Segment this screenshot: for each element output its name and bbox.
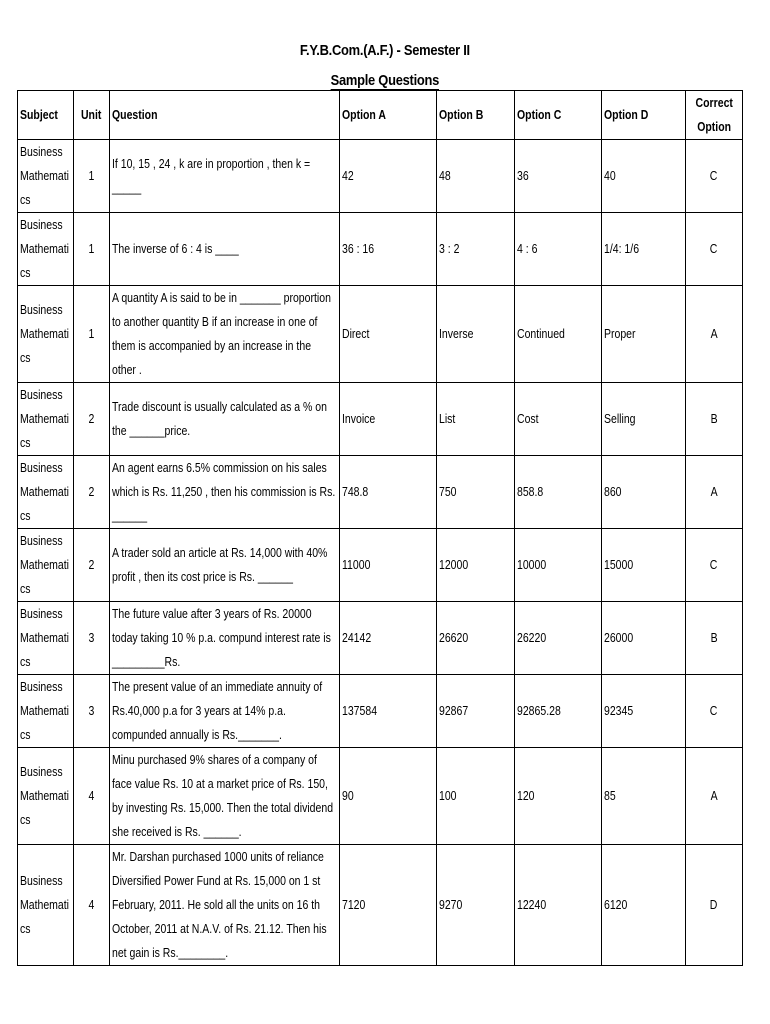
table-row [18,383,743,456]
subject-cell: Business Mathematics [18,383,74,456]
question-cell: A trader sold an article at Rs. 14,000 with 40% profit , then its cost price is Rs. ______ [110,529,340,602]
subject-cell: Business Mathematics [18,286,74,383]
option-d-cell: 26000 [602,602,686,675]
option-c-cell: 120 [515,748,602,845]
option-a-cell: 90 [340,748,437,845]
option-b-cell: Inverse [437,286,515,383]
header-subject: Subject [18,91,74,140]
option-a-cell: 748.8 [340,456,437,529]
option-c-cell: 4 : 6 [515,213,602,286]
unit-cell: 2 [74,383,110,456]
subject-cell: Business Mathematics [18,456,74,529]
header-question: Question [110,91,340,140]
table-row [18,456,743,529]
option-b-cell: List [437,383,515,456]
option-a-cell: 24142 [340,602,437,675]
question-cell: A quantity A is said to be in _______ proportion to another quantity B if an increase in one of them is accompanied by an increase in the other . [110,286,340,383]
correct-option-cell: B [686,602,743,675]
option-b-cell: 48 [437,140,515,213]
option-a-cell: 137584 [340,675,437,748]
option-d-cell: 92345 [602,675,686,748]
header-option-a: Option A [340,91,437,140]
option-c-cell: 26220 [515,602,602,675]
table-row [18,675,743,748]
option-c-cell: 92865.28 [515,675,602,748]
question-cell: The inverse of 6 : 4 is ____ [110,213,340,286]
table-row [18,602,743,675]
option-d-cell: 85 [602,748,686,845]
subject-cell: Business Mathematics [18,675,74,748]
correct-option-cell: C [686,529,743,602]
option-b-cell: 12000 [437,529,515,602]
header-option-d: Option D [602,91,686,140]
correct-option-cell: B [686,383,743,456]
unit-cell: 2 [74,529,110,602]
questions-table [17,90,743,966]
option-b-cell: 3 : 2 [437,213,515,286]
option-b-cell: 750 [437,456,515,529]
correct-option-cell: C [686,213,743,286]
unit-cell: 3 [74,602,110,675]
option-c-cell: Continued [515,286,602,383]
subject-cell: Business Mathematics [18,602,74,675]
option-b-cell: 100 [437,748,515,845]
unit-cell: 1 [74,213,110,286]
subject-cell: Business Mathematics [18,213,74,286]
option-b-cell: 9270 [437,845,515,966]
table-row [18,286,743,383]
document-title: F.Y.B.Com.(A.F.) - Semester II [299,42,470,59]
header-option-b: Option B [437,91,515,140]
option-c-cell: Cost [515,383,602,456]
option-c-cell: 10000 [515,529,602,602]
unit-cell: 4 [74,845,110,966]
unit-cell: 2 [74,456,110,529]
subject-cell: Business Mathematics [18,140,74,213]
option-a-cell: 11000 [340,529,437,602]
option-d-cell: Proper [602,286,686,383]
correct-option-cell: A [686,456,743,529]
option-d-cell: 15000 [602,529,686,602]
table-row [18,748,743,845]
header-correct-option: Correct Option [686,91,743,140]
table-row [18,845,743,966]
option-d-cell: 860 [602,456,686,529]
unit-cell: 4 [74,748,110,845]
option-a-cell: 42 [340,140,437,213]
option-d-cell: Selling [602,383,686,456]
option-a-cell: Direct [340,286,437,383]
table-header-row [18,91,743,140]
option-c-cell: 12240 [515,845,602,966]
unit-cell: 1 [74,140,110,213]
document-subtitle [54,72,716,89]
unit-cell: 1 [74,286,110,383]
option-c-cell: 858.8 [515,456,602,529]
question-cell: An agent earns 6.5% commission on his sales which is Rs. 11,250 , then his commission is Rs. ______ [110,456,340,529]
option-d-cell: 6120 [602,845,686,966]
question-cell: Mr. Darshan purchased 1000 units of reliance Diversified Power Fund at Rs. 15,000 on 1 st February, 2011. He sold all the units on 16 th October, 2011 at N.A.V. of Rs. 21.12. Then his net gain is Rs.________. [110,845,340,966]
subject-cell: Business Mathematics [18,748,74,845]
option-c-cell: 36 [515,140,602,213]
option-b-cell: 92867 [437,675,515,748]
question-cell: The present value of an immediate annuity of Rs.40,000 p.a for 3 years at 14% p.a. compunded annually is Rs._______. [110,675,340,748]
table-row [18,213,743,286]
option-a-cell: Invoice [340,383,437,456]
question-cell: Minu purchased 9% shares of a company of face value Rs. 10 at a market price of Rs. 150, by investing Rs. 15,000. Then the total dividend she received is Rs. ______. [110,748,340,845]
subject-cell: Business Mathematics [18,845,74,966]
questions-body [18,140,743,966]
table-row [18,529,743,602]
header-unit: Unit [74,91,110,140]
header-option-c: Option C [515,91,602,140]
option-d-cell: 40 [602,140,686,213]
option-a-cell: 36 : 16 [340,213,437,286]
correct-option-cell: A [686,286,743,383]
question-cell: Trade discount is usually calculated as a % on the ______price. [110,383,340,456]
unit-cell: 3 [74,675,110,748]
option-a-cell: 7120 [340,845,437,966]
option-b-cell: 26620 [437,602,515,675]
correct-option-cell: C [686,140,743,213]
option-d-cell: 1/4: 1/6 [602,213,686,286]
correct-option-cell: A [686,748,743,845]
correct-option-cell: D [686,845,743,966]
document-subtitle-text: Sample Questions [330,72,440,89]
question-cell: The future value after 3 years of Rs. 20000 today taking 10 % p.a. compund interest rate is _________Rs. [110,602,340,675]
subject-cell: Business Mathematics [18,529,74,602]
question-cell: If 10, 15 , 24 , k are in proportion , then k = _____ [110,140,340,213]
correct-option-cell: C [686,675,743,748]
table-row [18,140,743,213]
